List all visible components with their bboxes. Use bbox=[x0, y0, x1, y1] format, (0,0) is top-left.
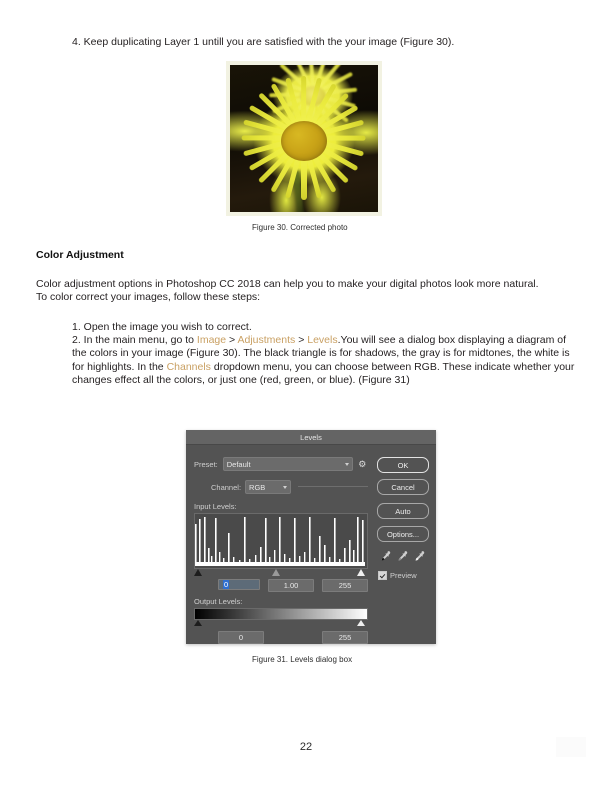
menu-separator-2: > bbox=[295, 334, 308, 347]
input-gamma-slider-handle[interactable] bbox=[272, 569, 280, 576]
preview-checkbox[interactable] bbox=[378, 571, 387, 580]
auto-button[interactable]: Auto bbox=[377, 503, 429, 519]
preset-select[interactable] bbox=[223, 457, 353, 471]
levels-dialog-title: Levels bbox=[300, 432, 322, 442]
corner-artifact bbox=[556, 737, 586, 757]
step-2 bbox=[72, 334, 574, 386]
channel-select[interactable] bbox=[245, 480, 291, 494]
input-black-value: 0 bbox=[224, 580, 229, 589]
step-2-text-a: 2. In the main menu, go to bbox=[72, 334, 197, 347]
input-white-field[interactable]: 255 bbox=[322, 579, 368, 592]
gray-point-eyedropper-icon[interactable] bbox=[396, 550, 408, 562]
step-4-paragraph: 4. Keep duplicating Layer 1 untill you are satisfied with the your image (Figure 30). bbox=[72, 36, 455, 48]
channel-value: RGB bbox=[249, 482, 266, 492]
figure-30-caption: Figure 30. Corrected photo bbox=[252, 223, 348, 232]
black-point-eyedropper-icon[interactable] bbox=[379, 550, 391, 562]
input-gamma-field[interactable]: 1.00 bbox=[268, 579, 314, 592]
menu-channels-link[interactable]: Channels bbox=[166, 360, 211, 373]
histogram bbox=[194, 513, 368, 569]
ok-button[interactable]: OK bbox=[377, 457, 429, 473]
white-point-eyedropper-icon[interactable] bbox=[413, 550, 425, 562]
output-levels-label: Output Levels: bbox=[194, 597, 243, 606]
output-white-field[interactable]: 255 bbox=[322, 631, 368, 644]
cancel-button[interactable]: Cancel bbox=[377, 479, 429, 495]
channel-label: Channel: bbox=[211, 482, 242, 492]
input-levels-label: Input Levels: bbox=[194, 502, 237, 511]
step-2-text-c: dropdown menu, you can choose between RGB. These indicate whether your changes effect all the colors, or just one (red, green, or blue). (Figure 31) bbox=[72, 360, 575, 386]
preset-label: Preset: bbox=[194, 459, 218, 469]
steps-list bbox=[72, 321, 580, 387]
intro-line-2: To color correct your images, follow these steps: bbox=[36, 291, 261, 304]
intro-line-1: Color adjustment options in Photoshop CC 2018 can help you to make your digital photos look more natural. bbox=[36, 278, 539, 290]
chevron-down-icon bbox=[345, 463, 349, 466]
options-button[interactable]: Options... bbox=[377, 526, 429, 542]
chevron-down-icon bbox=[283, 486, 287, 489]
menu-image-link[interactable]: Image bbox=[196, 334, 227, 347]
output-levels-slider[interactable] bbox=[194, 618, 368, 627]
input-levels-slider[interactable] bbox=[194, 568, 368, 577]
figure-31-caption: Figure 31. Levels dialog box bbox=[252, 655, 353, 664]
section-heading: Color Adjustment bbox=[36, 249, 124, 261]
menu-adjustments-link[interactable]: Adjustments bbox=[237, 334, 296, 347]
channel-divider bbox=[298, 486, 368, 487]
input-white-slider-handle[interactable] bbox=[357, 569, 365, 576]
output-black-field[interactable]: 0 bbox=[218, 631, 264, 644]
intro-paragraph bbox=[36, 278, 576, 304]
levels-dialog-body bbox=[186, 445, 436, 645]
gear-icon[interactable]: ⚙ bbox=[358, 458, 367, 469]
output-white-slider-handle[interactable] bbox=[357, 620, 365, 626]
preview-label: Preview bbox=[390, 571, 417, 580]
histogram-plot bbox=[195, 514, 365, 566]
output-black-slider-handle[interactable] bbox=[194, 620, 202, 626]
page-number: 22 bbox=[299, 741, 313, 753]
step-1: 1. Open the image you wish to correct. bbox=[72, 321, 252, 333]
levels-dialog[interactable] bbox=[186, 430, 436, 644]
step-2-text-b: .You will see a dialog box displaying a diagram of the colors in your image (Figure 30). The black triangle is for shadows, the gray is for midtones, the white is for highlights. In the bbox=[72, 334, 570, 373]
preset-value: Default bbox=[226, 459, 251, 469]
levels-dialog-titlebar bbox=[186, 430, 436, 445]
menu-separator-1: > bbox=[226, 334, 238, 347]
eyedropper-tools bbox=[379, 549, 427, 563]
figure-30-image bbox=[226, 61, 382, 216]
preset-row bbox=[194, 457, 367, 471]
input-black-slider-handle[interactable] bbox=[194, 569, 202, 576]
photo-content bbox=[230, 65, 378, 212]
input-black-field[interactable] bbox=[218, 579, 260, 590]
channel-row bbox=[211, 480, 291, 494]
menu-levels-link[interactable]: Levels bbox=[307, 334, 338, 347]
preview-row[interactable] bbox=[378, 571, 417, 580]
